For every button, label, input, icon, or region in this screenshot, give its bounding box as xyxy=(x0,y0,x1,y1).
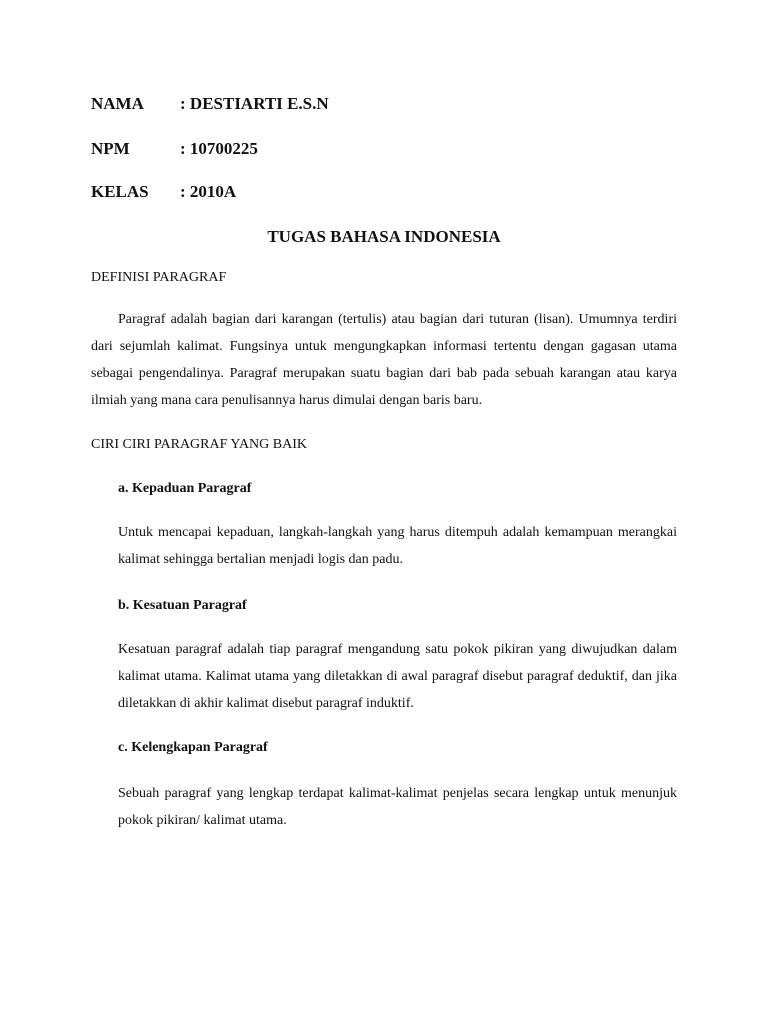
kelengkapan-heading: c. Kelengkapan Paragraf xyxy=(118,740,268,755)
definisi-heading: DEFINISI PARAGRAF xyxy=(91,270,227,285)
npm-label: NPM xyxy=(91,139,130,158)
nama-label: NAMA xyxy=(91,94,144,113)
kelas-label: KELAS xyxy=(91,182,149,201)
npm-row xyxy=(91,139,258,159)
kesatuan-heading: b. Kesatuan Paragraf xyxy=(118,598,247,613)
kepaduan-paragraph: Untuk mencapai kepaduan, langkah-langkah yang harus ditempuh adalah kemampuan merangkai kalimat sehingga bertalian menjadi logis dan padu. xyxy=(118,525,677,567)
kesatuan-paragraph: Kesatuan paragraf adalah tiap paragraf mengandung satu pokok pikiran yang diwujudkan dalam kalimat utama. Kalimat utama yang diletakkan di awal paragraf disebut paragraf deduktif, dan jika diletakkan di akhir kalimat disebut paragraf induktif. xyxy=(118,642,677,711)
nama-row xyxy=(91,94,329,114)
document-title: TUGAS BAHASA INDONESIA xyxy=(267,227,501,246)
kepaduan-heading: a. Kepaduan Paragraf xyxy=(118,481,252,496)
kelengkapan-paragraph: Sebuah paragraf yang lengkap terdapat kalimat-kalimat penjelas secara lengkap untuk menunjuk pokok pikiran/ kalimat utama. xyxy=(118,786,677,828)
definisi-paragraph: Paragraf adalah bagian dari karangan (tertulis) atau bagian dari tuturan (lisan). Umumnya terdiri dari sejumlah kalimat. Fungsinya untuk mengungkapkan informasi tertentu dengan gagasan utama sebagai pengendalinya. Paragraf merupakan suatu bagian dari bab pada sebuah karangan atau karya ilmiah yang mana cara penulisannya harus dimulai dengan baris baru. xyxy=(91,312,677,408)
nama-value: : DESTIARTI E.S.N xyxy=(180,94,329,113)
kelas-value: : 2010A xyxy=(180,182,237,201)
kelas-row xyxy=(91,182,236,202)
ciri-heading: CIRI CIRI PARAGRAF YANG BAIK xyxy=(91,437,307,452)
npm-value: : 10700225 xyxy=(180,139,258,158)
